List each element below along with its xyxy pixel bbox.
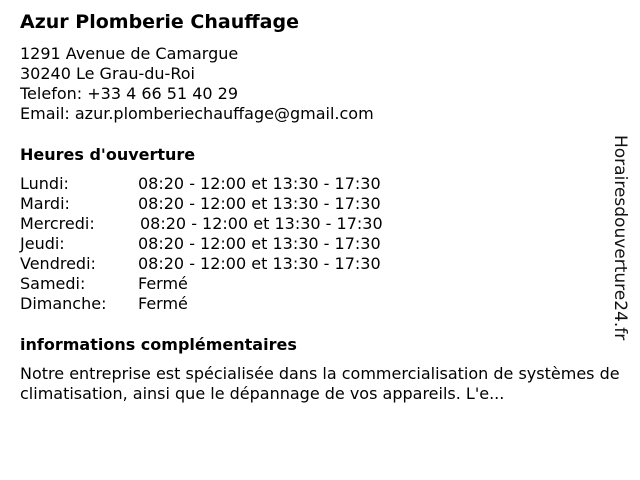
hours-time: Fermé [138, 294, 188, 313]
hours-row [20, 214, 440, 234]
hours-row [20, 174, 440, 194]
email-address: Email: azur.plomberiechauffage@gmail.com [20, 104, 374, 123]
business-name: Azur Plomberie Chauffage [20, 11, 299, 33]
city-address: 30240 Le Grau-du-Roi [20, 64, 195, 83]
hours-time: 08:20 - 12:00 et 13:30 - 17:30 [140, 214, 383, 233]
hours-row [20, 194, 440, 214]
hours-row [20, 294, 440, 314]
hours-table [20, 174, 440, 314]
hours-row [20, 234, 440, 254]
street-address: 1291 Avenue de Camargue [20, 44, 239, 63]
hours-time: 08:20 - 12:00 et 13:30 - 17:30 [138, 174, 381, 193]
hours-day: Samedi: [20, 274, 86, 293]
hours-time: 08:20 - 12:00 et 13:30 - 17:30 [138, 194, 381, 213]
hours-time: 08:20 - 12:00 et 13:30 - 17:30 [138, 254, 381, 273]
hours-time: Fermé [138, 274, 188, 293]
hours-day: Jeudi: [20, 234, 65, 253]
contact-block [20, 44, 374, 124]
hours-day: Lundi: [20, 174, 69, 193]
info-heading: informations complémentaires [20, 335, 297, 354]
hours-heading: Heures d'ouverture [20, 145, 196, 164]
hours-row [20, 254, 440, 274]
hours-time: 08:20 - 12:00 et 13:30 - 17:30 [138, 234, 381, 253]
hours-day: Vendredi: [20, 254, 96, 273]
hours-day: Dimanche: [20, 294, 107, 313]
hours-day: Mardi: [20, 194, 70, 213]
phone-number: Telefon: +33 4 66 51 40 29 [20, 84, 239, 103]
info-description: Notre entreprise est spécialisée dans la commercialisation de systèmes de climatisation, ainsi que le dépannage de vos appareils. L'e... [20, 364, 620, 403]
hours-row [20, 274, 440, 294]
hours-day: Mercredi: [20, 214, 95, 233]
site-watermark: Horairesdouverture24.fr [610, 135, 630, 341]
